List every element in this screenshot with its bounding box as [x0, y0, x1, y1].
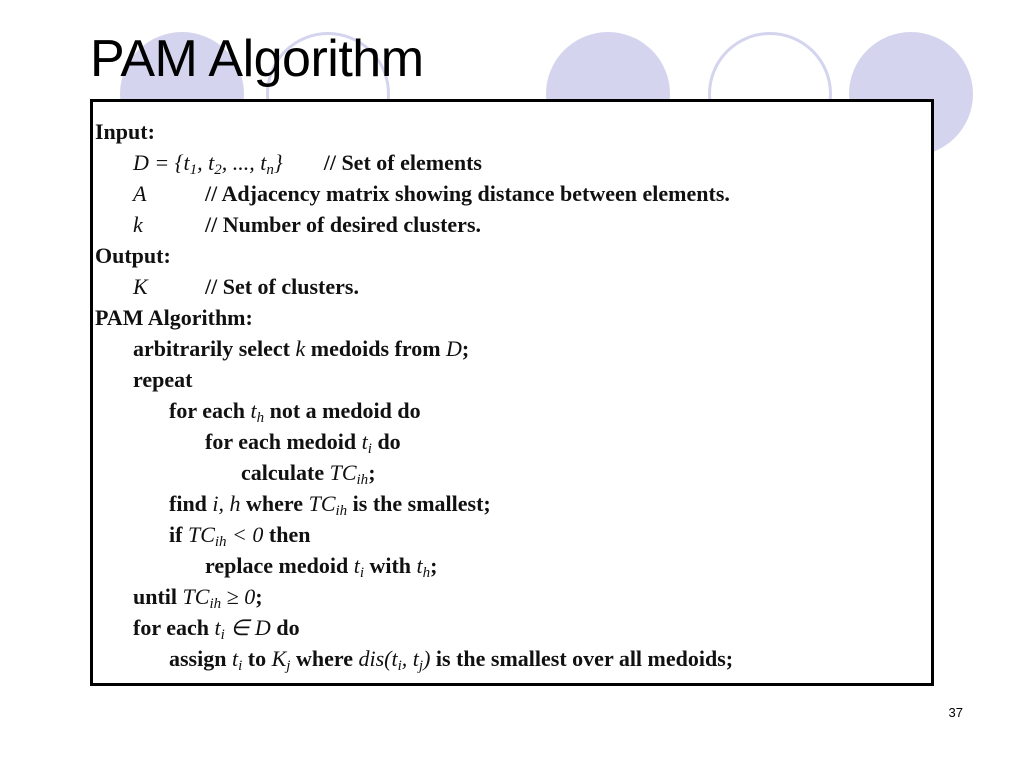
slide-title: PAM Algorithm	[90, 30, 424, 88]
d-definition: $D = \{t_1$, $t_2$, ..., $t_n$}	[133, 150, 283, 178]
step-calculate: calculate $TC_{ih}$;	[241, 460, 376, 488]
output-heading: Output:	[95, 243, 171, 268]
d-comment: // Set of elements	[323, 150, 482, 175]
input-a-line	[95, 178, 931, 209]
step-assign: assign $t_i$ to $K_j$ where $dis(t_i$, $t_j$) is the smallest over all medoids;	[169, 646, 734, 674]
step-until: until $TC_{ih} \ge 0$;	[133, 584, 263, 612]
K-comment: // Set of clusters.	[205, 274, 359, 299]
step-find: find i, h where $TC_{ih}$ is the smallest;	[169, 491, 491, 519]
a-comment: // Adjacency matrix showing distance between elements.	[205, 181, 730, 206]
step-if: if $TC_{ih} < 0$ then	[169, 522, 311, 550]
a-variable: A	[133, 181, 147, 206]
page-number: 37	[948, 705, 963, 720]
input-heading: Input:	[95, 119, 155, 144]
algo-heading: PAM Algorithm:	[95, 305, 253, 330]
output-k-line	[95, 271, 931, 302]
k-comment: // Number of desired clusters.	[205, 212, 481, 237]
K-variable: K	[133, 274, 148, 299]
step-for-each-ti: for each $t_i$ ∈ D do	[133, 615, 300, 643]
step-for-th: for each $t_h$ not a medoid do	[169, 398, 421, 426]
step-repeat: repeat	[133, 367, 193, 392]
step-replace: replace medoid $t_i$ with $t_h$;	[205, 553, 438, 581]
algorithm-box	[90, 99, 934, 686]
k-variable: k	[133, 212, 143, 237]
step-select: arbitrarily select k medoids from D;	[133, 336, 470, 361]
step-for-ti: for each medoid $t_i$ do	[205, 429, 401, 457]
input-k-line	[95, 209, 931, 240]
input-d-line	[95, 147, 931, 178]
